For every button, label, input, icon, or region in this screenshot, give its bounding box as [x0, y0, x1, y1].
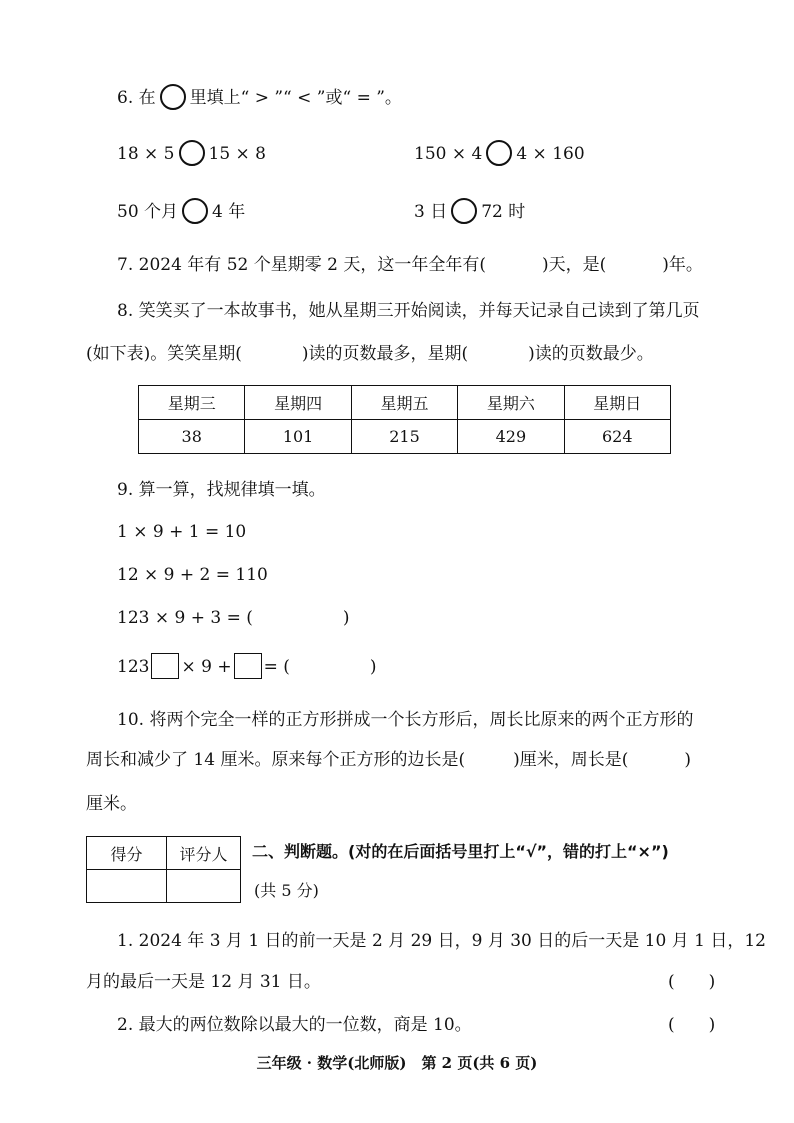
score-box	[86, 836, 241, 903]
q9-box-digits[interactable]	[151, 653, 179, 679]
section2-title: 二、判断题。(对的在后面括号里打上“√”，错的打上“×”)	[252, 842, 669, 861]
page-footer: 三年级 · 数学(北师版) 第 2 页(共 6 页)	[256, 1054, 538, 1072]
table-header: 星期五	[351, 386, 457, 420]
grader-cell[interactable]	[167, 870, 241, 903]
reading-table	[138, 385, 671, 454]
q9-eq3: 123 × 9 + 3 = ( )	[117, 608, 350, 628]
answer-circle[interactable]	[451, 198, 477, 224]
q6-prompt: 6. 在 里填上“ > ”“ < ”或“ = ”。	[117, 86, 402, 110]
table-cell: 38	[139, 420, 245, 454]
q9-box-addend[interactable]	[234, 653, 262, 679]
score-cell[interactable]	[87, 870, 167, 903]
q9-title: 9. 算一算，找规律填一填。	[117, 480, 326, 500]
q8-line2: (如下表)。笑笑星期( )读的页数最多，星期( )读的页数最少。	[86, 344, 654, 364]
judge-item-2: 2. 最大的两位数除以最大的一位数，商是 10。	[117, 1015, 472, 1035]
table-cell: 624	[564, 420, 670, 454]
table-cell: 215	[351, 420, 457, 454]
compare-circle[interactable]	[160, 84, 186, 110]
q9-eq2: 12 × 9 + 2 = 110	[117, 565, 268, 585]
answer-circle[interactable]	[179, 140, 205, 166]
q6-row2-a: 50 个月 4 年	[117, 200, 245, 224]
answer-circle[interactable]	[182, 198, 208, 224]
q6-row2-b: 3 日 72 时	[414, 200, 525, 224]
q7-text: 7. 2024 年有 52 个星期零 2 天，这一年全年有( )天，是( )年。	[117, 255, 703, 275]
q10-line1: 10. 将两个完全一样的正方形拼成一个长方形后，周长比原来的两个正方形的	[117, 710, 694, 730]
table-header: 星期六	[458, 386, 564, 420]
score-label: 得分	[87, 837, 167, 870]
table-header: 星期三	[139, 386, 245, 420]
q10-line2: 周长和减少了 14 厘米。原来每个正方形的边长是( )厘米，周长是( )	[86, 750, 691, 770]
table-header: 星期四	[245, 386, 351, 420]
q10-line3: 厘米。	[86, 794, 137, 814]
q9-eq4: 123 × 9 + = ( )	[117, 655, 377, 679]
q6-row1-a: 18 × 5 15 × 8	[117, 142, 266, 166]
q9-eq1: 1 × 9 + 1 = 10	[117, 522, 247, 542]
table-header-row	[139, 386, 671, 420]
table-header: 星期日	[564, 386, 670, 420]
answer-circle[interactable]	[486, 140, 512, 166]
answer-bracket-1[interactable]: ( )	[668, 972, 716, 992]
grader-label: 评分人	[167, 837, 241, 870]
q6-row1-b: 150 × 4 4 × 160	[414, 142, 585, 166]
table-cell: 101	[245, 420, 351, 454]
judge-item-1-line2: 月的最后一天是 12 月 31 日。	[86, 972, 321, 992]
section2-subtitle: (共 5 分)	[254, 881, 319, 900]
answer-bracket-2[interactable]: ( )	[668, 1015, 716, 1035]
judge-item-1-line1: 1. 2024 年 3 月 1 日的前一天是 2 月 29 日，9 月 30 日的后一天是 10 月 1 日，12	[117, 931, 766, 951]
table-row	[139, 420, 671, 454]
q8-line1: 8. 笑笑买了一本故事书，她从星期三开始阅读，并每天记录自己读到了第几页	[117, 301, 700, 321]
table-cell: 429	[458, 420, 564, 454]
